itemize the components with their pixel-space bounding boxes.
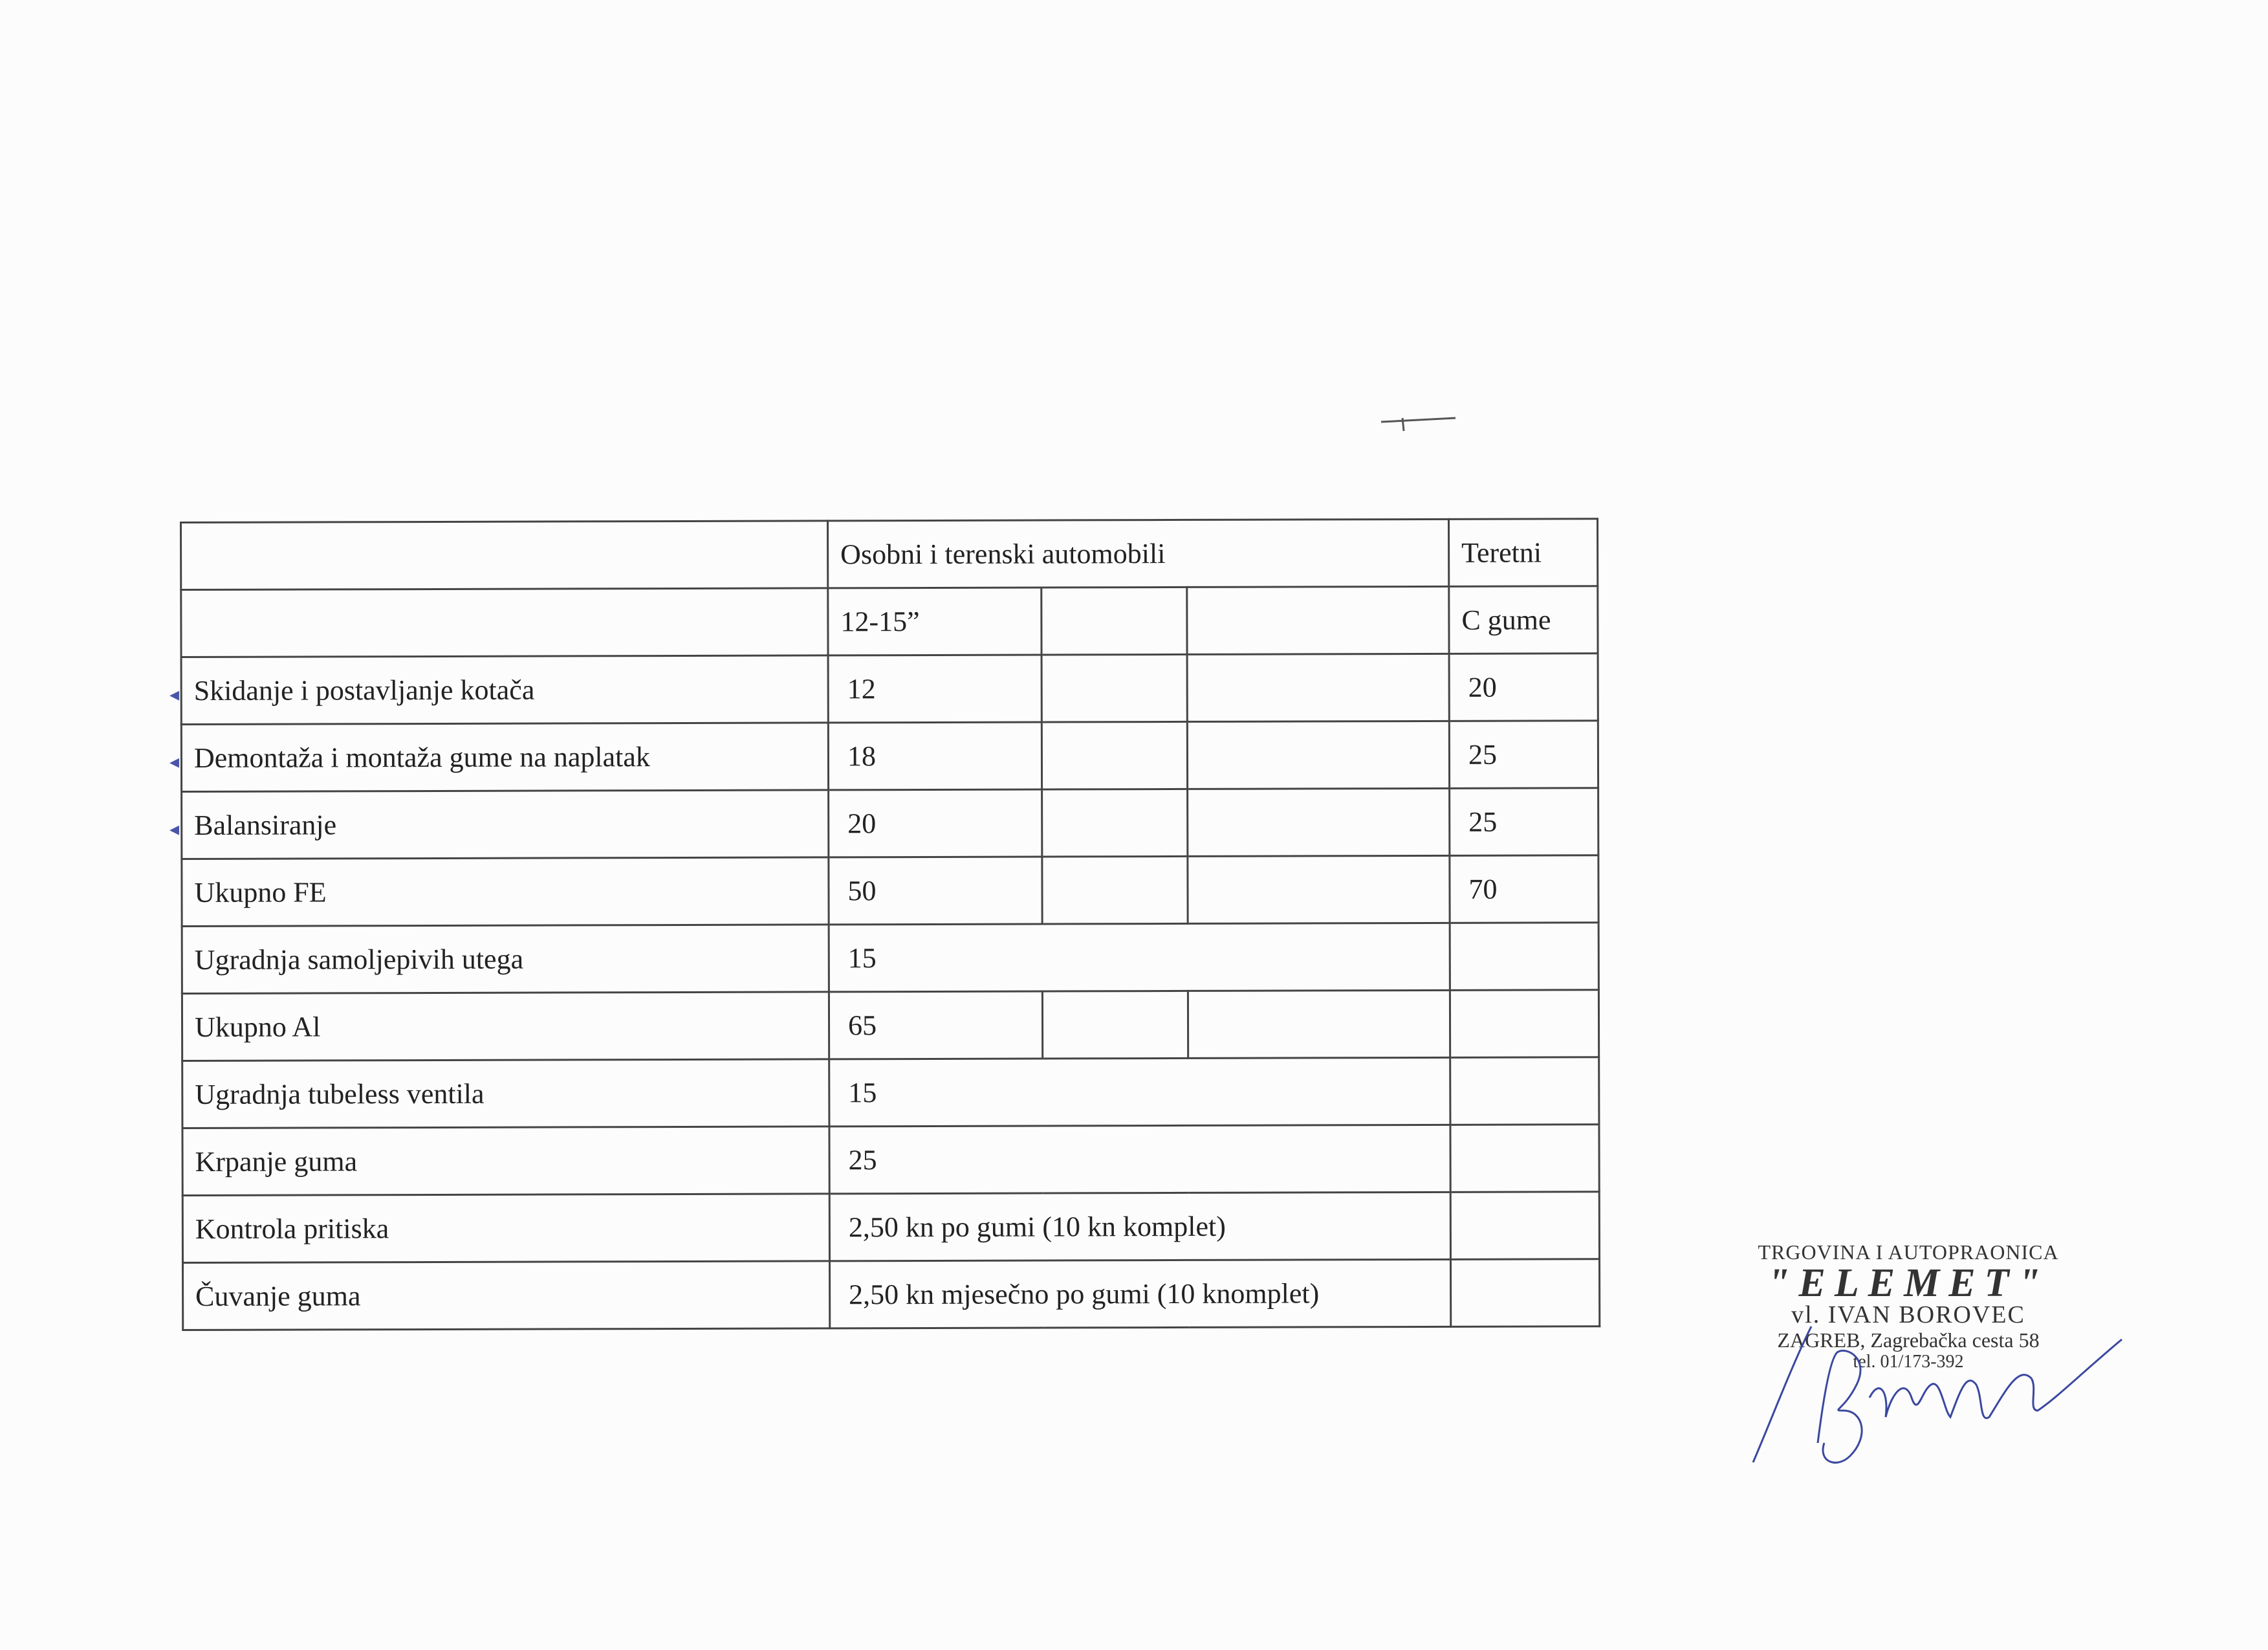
stamp-line-shop: TRGOVINA I AUTOPRAONICA	[1758, 1240, 2059, 1264]
table-row	[182, 1192, 1599, 1263]
pen-mark	[1378, 413, 1468, 432]
table-row	[182, 1057, 1599, 1128]
row-value-b	[1450, 1125, 1599, 1193]
row-value-a: 2,50 kn po gumi (10 kn komplet)	[829, 1192, 1450, 1261]
stamp-address: ZAGREB, Zagrebačka cesta 58	[1777, 1328, 2040, 1352]
empty-cell	[1041, 587, 1187, 655]
row-label: Skidanje i postavljanje kotača	[181, 655, 828, 725]
empty-cell	[1187, 586, 1449, 654]
row-value-b	[1450, 1057, 1599, 1125]
row-value-b: 25	[1450, 788, 1598, 856]
empty-cell	[1042, 856, 1188, 924]
row-value-a: 50	[829, 857, 1042, 925]
empty-cell	[1188, 788, 1450, 856]
subheader-size-a: 12-15”	[828, 588, 1041, 655]
row-value-a: 2,50 kn mjesečno po gumi (10 knomplet)	[829, 1259, 1450, 1328]
header-passenger-cars: Osobni i terenski automobili	[828, 519, 1449, 588]
empty-cell	[1041, 654, 1187, 722]
bullet-mark-icon: ◂	[169, 684, 180, 705]
header-trucks: Teretni	[1448, 519, 1597, 587]
stamp-owner: vl. IVAN BOROVEC	[1791, 1301, 2025, 1328]
row-value-b	[1450, 1259, 1599, 1327]
row-value-a: 65	[829, 991, 1042, 1059]
empty-cell	[1188, 990, 1450, 1058]
header-corner-cell	[181, 521, 828, 590]
empty-cell	[1187, 654, 1449, 721]
row-value-b: 25	[1449, 721, 1598, 789]
row-label: Ugradnja samoljepivih utega	[182, 925, 829, 994]
row-label: Ugradnja tubeless ventila	[182, 1059, 829, 1128]
row-label: Balansiranje	[182, 790, 829, 859]
row-label: Kontrola pritiska	[182, 1194, 829, 1263]
row-value-a: 18	[828, 722, 1041, 790]
row-value-a: 25	[829, 1125, 1450, 1194]
row-label: Demontaža i montaža gume na naplatak	[181, 723, 828, 792]
row-label: Ukupno FE	[182, 857, 829, 927]
empty-cell	[1042, 991, 1188, 1059]
row-value-a: 15	[829, 1057, 1450, 1127]
table-row	[182, 923, 1598, 994]
row-label: Krpanje guma	[182, 1127, 829, 1196]
empty-cell	[1041, 721, 1187, 789]
empty-cell	[1042, 789, 1188, 857]
row-value-b: 20	[1449, 654, 1598, 721]
table-row	[182, 788, 1598, 859]
table-row	[182, 1125, 1599, 1196]
row-value-b	[1450, 1192, 1599, 1260]
row-value-b: 70	[1450, 855, 1598, 923]
bullet-mark-icon: ◂	[169, 819, 180, 840]
stamp-phone: tel. 01/173-392	[1853, 1352, 1964, 1372]
row-value-b	[1450, 990, 1598, 1058]
table-subheader-row	[181, 586, 1598, 657]
row-label: Ukupno Al	[182, 992, 829, 1061]
price-table	[180, 518, 1600, 1331]
stamp-company-name: "ELEMET"	[1767, 1261, 2049, 1305]
bullet-mark-icon: ◂	[169, 751, 180, 773]
row-value-a: 15	[829, 923, 1450, 992]
row-value-a: 12	[828, 655, 1041, 723]
table-row	[181, 654, 1598, 725]
handwritten-signature	[1734, 1314, 2148, 1469]
table-row	[181, 721, 1598, 792]
empty-cell	[1187, 721, 1449, 789]
table-row	[182, 855, 1598, 927]
row-label: Čuvanje guma	[182, 1261, 829, 1330]
table-row	[182, 990, 1598, 1061]
empty-cell	[1188, 855, 1450, 923]
subheader-size-b: C gume	[1449, 586, 1598, 654]
table-row	[182, 1259, 1599, 1330]
row-value-a: 20	[829, 789, 1042, 857]
subheader-corner-cell	[181, 588, 828, 657]
row-value-b	[1450, 923, 1598, 991]
table-header-row	[181, 519, 1598, 590]
